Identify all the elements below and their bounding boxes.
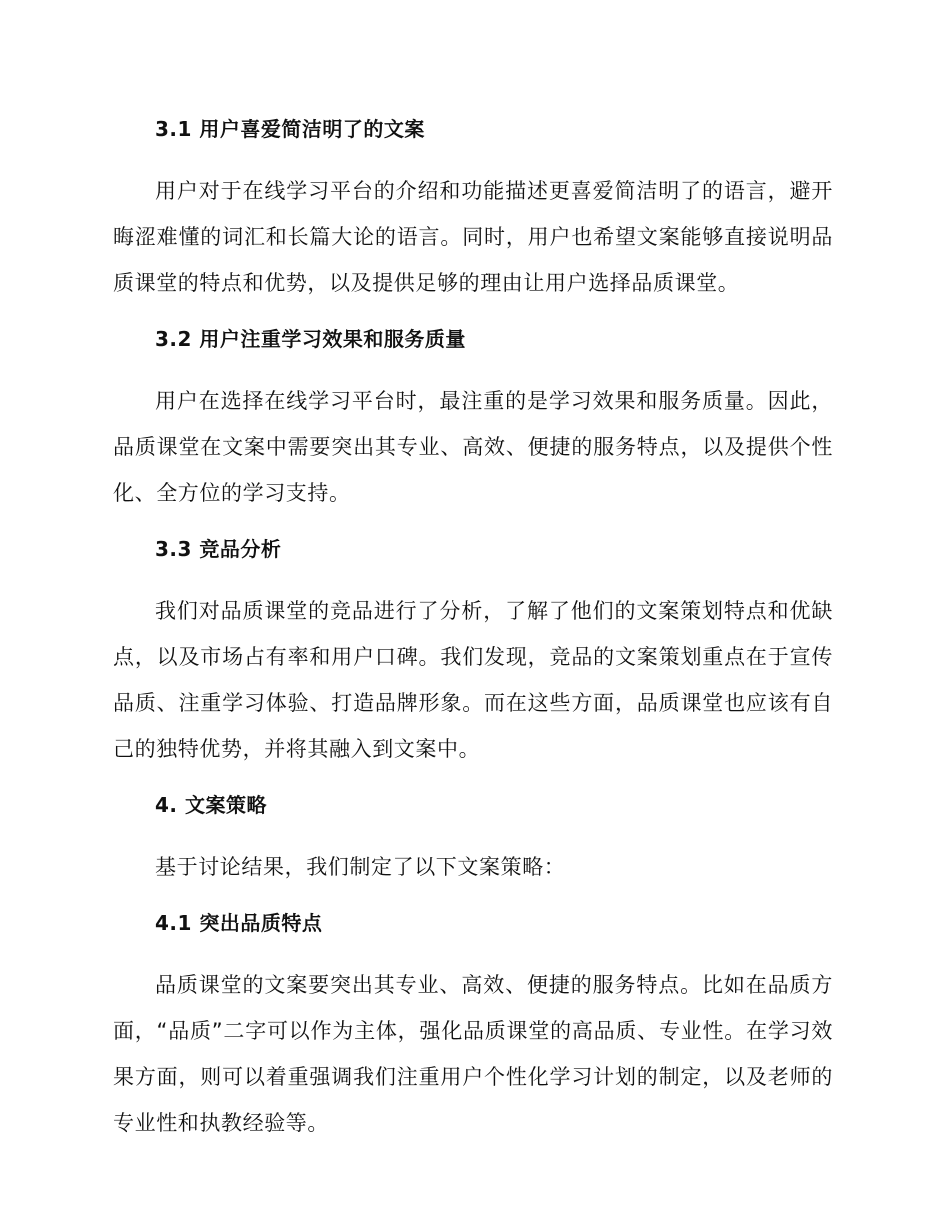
section-paragraph-4-1: 品质课堂的文案要突出其专业、高效、便捷的服务特点。比如在品质方面，“品质”二字可以作为主体，强化品质课堂的高品质、专业性。在学习效果方面，则可以着重强调我们注重用户个性化学习计划的制定，以及老师的专业性和执教经验等。 [113,973,833,1135]
section-heading-3-3: 3.3 竞品分析 [155,537,282,561]
section-paragraph-3-1: 用户对于在线学习平台的介绍和功能描述更喜爱简洁明了的语言，避开晦涩难懂的词汇和长篇大论的语言。同时，用户也希望文案能够直接说明品质课堂的特点和优势，以及提供足够的理由让用户选择品质课堂。 [113,179,833,295]
section-paragraph-3-2: 用户在选择在线学习平台时，最注重的是学习效果和服务质量。因此，品质课堂在文案中需要突出其专业、高效、便捷的服务特点，以及提供个性化、全方位的学习支持。 [113,389,833,505]
section-heading-4-1: 4.1 突出品质特点 [155,911,323,935]
section-paragraph-4: 基于讨论结果，我们制定了以下文案策略： [155,855,566,879]
document-page [113,100,833,1146]
section-heading-3-1: 3.1 用户喜爱简洁明了的文案 [155,117,425,141]
section-paragraph-3-3: 我们对品质课堂的竞品进行了分析，了解了他们的文案策划特点和优缺点，以及市场占有率和用户口碑。我们发现，竞品的文案策划重点在于宣传品质、注重学习体验、打造品牌形象。而在这些方面，品质课堂也应该有自己的独特优势，并将其融入到文案中。 [113,599,833,761]
section-heading-3-2: 3.2 用户注重学习效果和服务质量 [155,327,466,351]
section-heading-4: 4. 文案策略 [155,793,267,817]
